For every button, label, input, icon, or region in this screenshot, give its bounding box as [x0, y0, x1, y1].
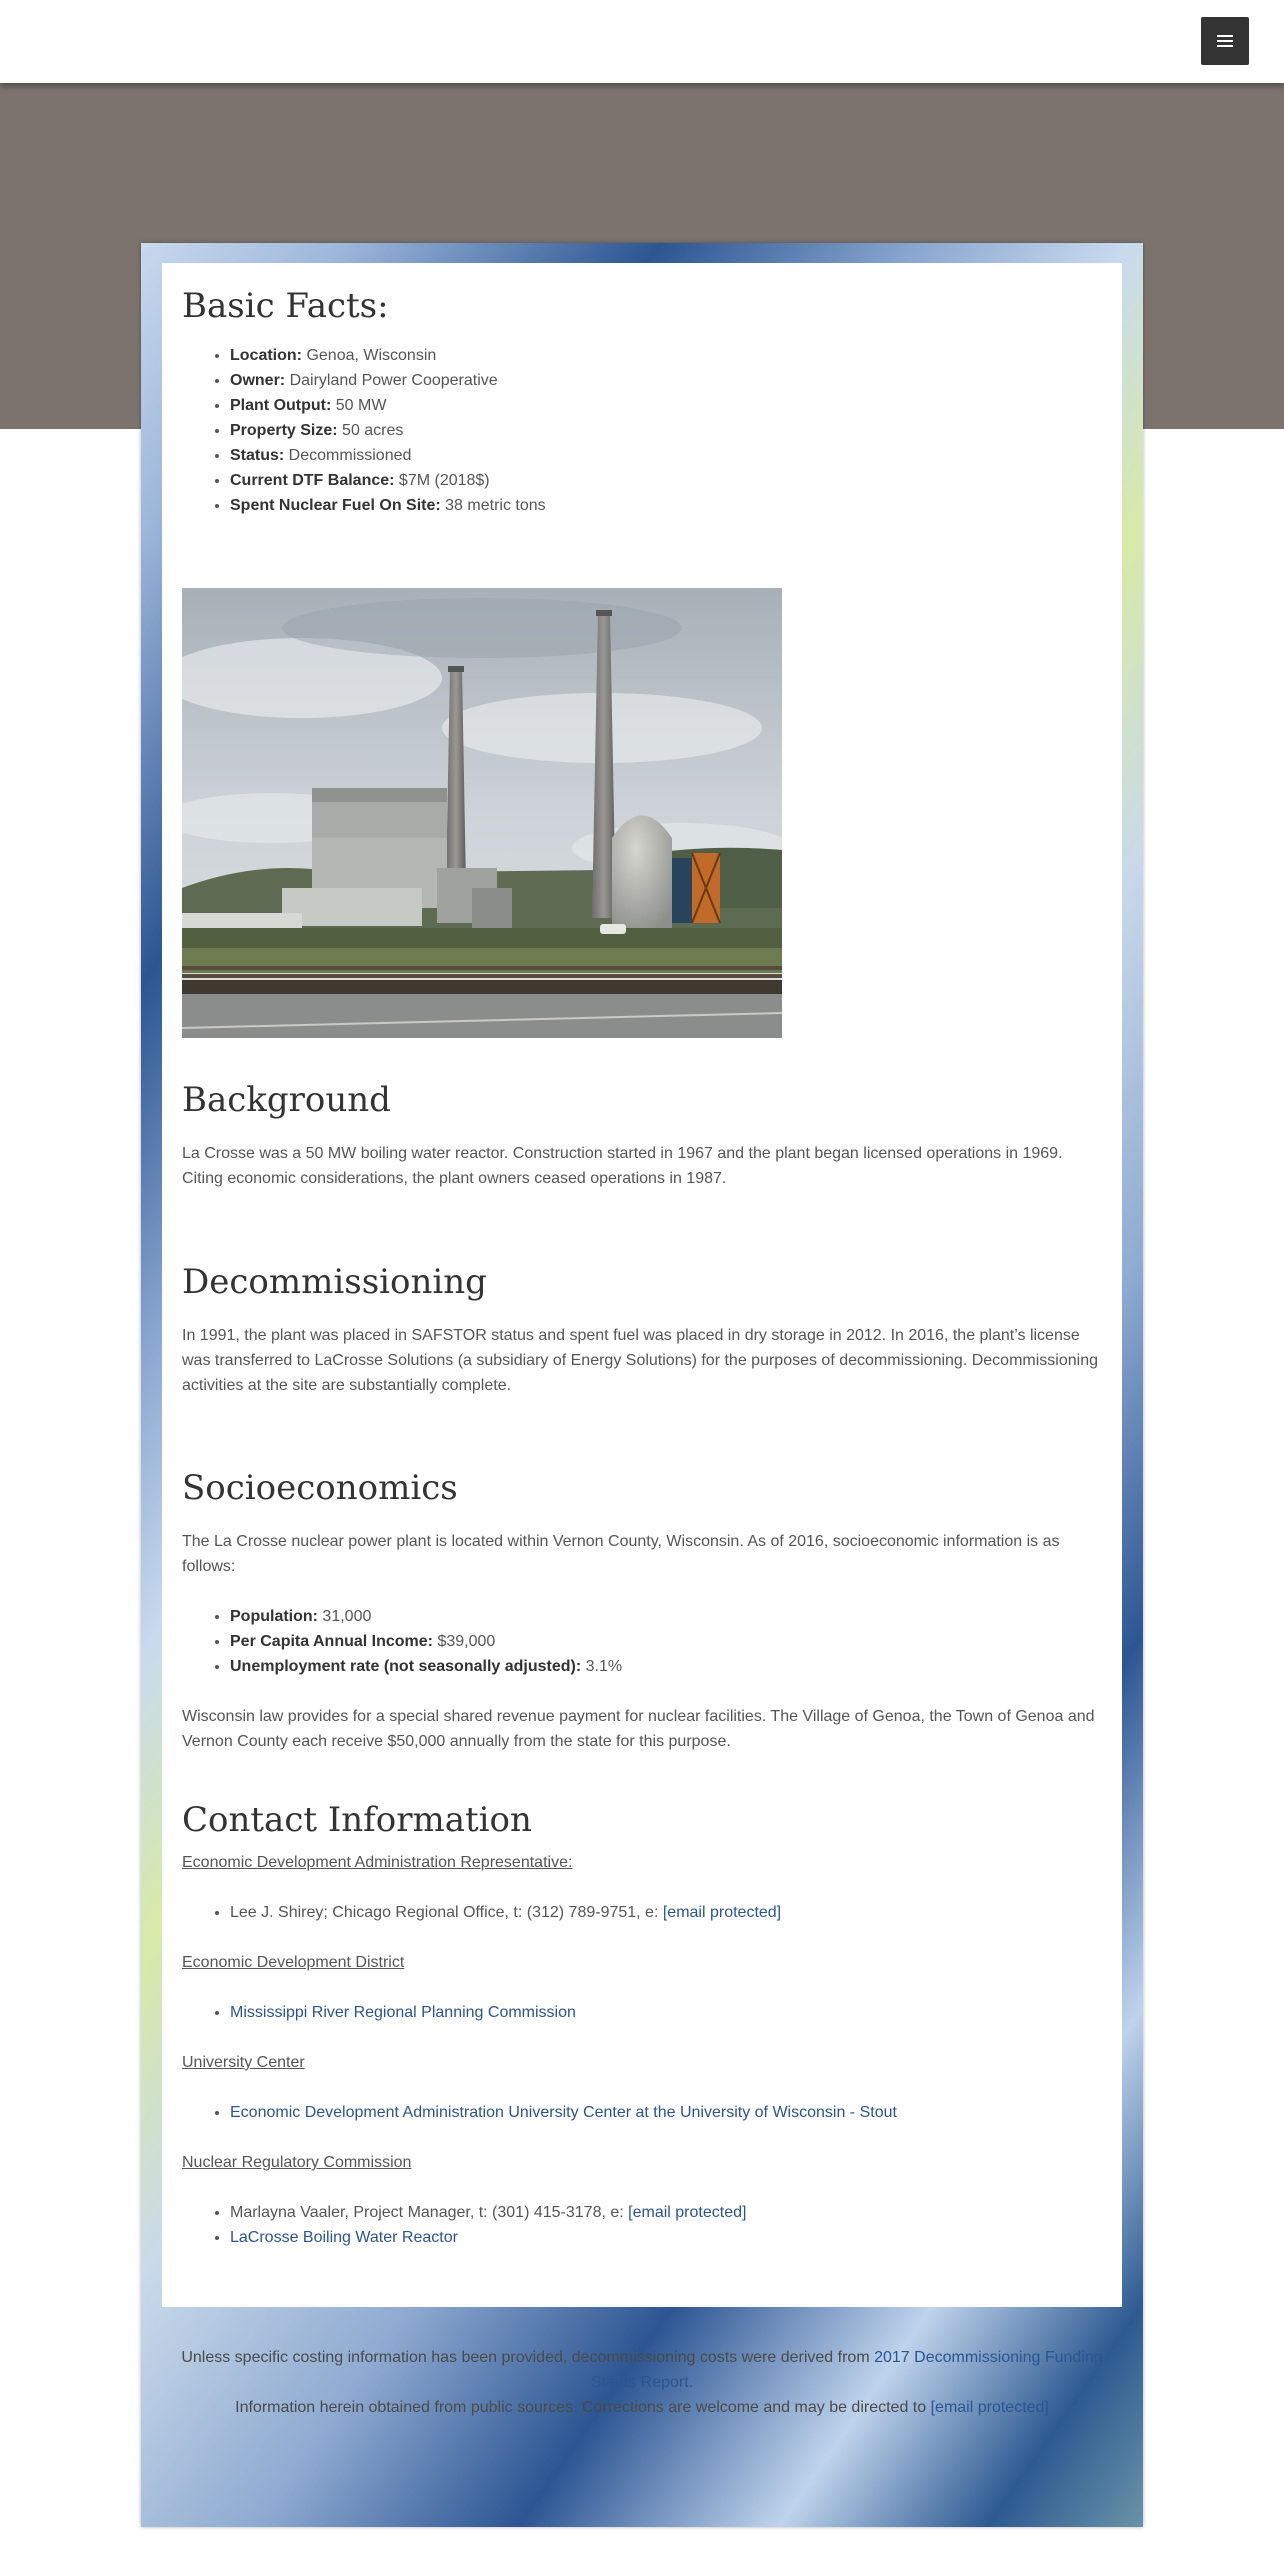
eda-rep-email-link[interactable]: [email protected] [662, 1904, 782, 1921]
list-item: • Per Capita Annual Income: $39,000 [230, 1629, 1102, 1654]
nrc-list [182, 2200, 1102, 2250]
nrc-email-link[interactable]: [email protected] [628, 2204, 747, 2221]
eda-rep-list [182, 1900, 1102, 1925]
background-text: La Crosse was a 50 MW boiling water reactor. Construction started in 1967 and the plant began licensed operations in 1969. Citing economic considerations, the plant owners ceased operations in 1987. [182, 1145, 1063, 1187]
contact-section [182, 1800, 1102, 2250]
footer-line-2: Information herein obtained from public sources. Corrections are welcome and may be directed to [email protected] [235, 2399, 1049, 2416]
footer-line-1: Unless specific costing information has been provided, decommissioning costs were derived from 2017 Decommissioning Funding Status Report. [181, 2349, 1103, 2391]
list-item: • Unemployment rate (not seasonally adjusted): 3.1% [230, 1654, 1102, 1679]
list-item [230, 2225, 1102, 2250]
background-section [182, 1080, 1102, 1191]
socioeconomics-section [182, 1468, 1102, 1754]
basic-facts-heading: Basic Facts: [182, 286, 389, 326]
edd-subheading: Economic Development District [182, 1954, 405, 1971]
list-item: • Property Size: 50 acres [230, 418, 1102, 443]
list-item: • Lee J. Shirey; Chicago Regional Office, t: (312) 789-9751, e: [email protected] [230, 1900, 1102, 1925]
background-heading: Background [182, 1080, 391, 1120]
list-item: • Plant Output: 50 MW [230, 393, 1102, 418]
socioeconomics-note: Wisconsin law provides for a special shared revenue payment for nuclear facilities. The Village of Genoa, the Town of Genoa and Vernon County each receive $50,000 annually from the state for this purpose. [182, 1708, 1095, 1750]
contact-heading: Contact Information [182, 1800, 532, 1840]
list-item: • Current DTF Balance: $7M (2018$) [230, 468, 1102, 493]
list-item: • Population: 31,000 [230, 1604, 1102, 1629]
university-center-link[interactable]: Economic Development Administration University Center at the University of Wisconsin - Stout [230, 2104, 897, 2121]
list-item: • Status: Decommissioned [230, 443, 1102, 468]
list-item: • Location: Genoa, Wisconsin [230, 343, 1102, 368]
nrc-reactor-link[interactable]: LaCrosse Boiling Water Reactor [230, 2229, 458, 2246]
hamburger-menu-button[interactable] [1201, 17, 1249, 65]
eda-rep-subheading: Economic Development Administration Representative: [182, 1854, 573, 1871]
basic-facts-list [182, 343, 1102, 518]
edd-list [182, 2000, 1102, 2025]
list-item: • Spent Nuclear Fuel On Site: 38 metric tons [230, 493, 1102, 518]
list-item: • Owner: Dairyland Power Cooperative [230, 368, 1102, 393]
edd-link[interactable]: Mississippi River Regional Planning Commission [230, 2004, 576, 2021]
university-list [182, 2100, 1102, 2125]
corrections-email-link[interactable]: [email protected] [930, 2399, 1049, 2416]
decommissioning-section [182, 1262, 1102, 1398]
top-bar [0, 0, 1284, 83]
hamburger-menu-icon [1217, 35, 1233, 47]
nrc-subheading: Nuclear Regulatory Commission [182, 2154, 412, 2171]
list-item: • Marlayna Vaaler, Project Manager, t: (301) 415-3178, e: [email protected] [230, 2200, 1102, 2225]
basic-facts-section [182, 286, 1102, 518]
socioeconomics-list [182, 1604, 1102, 1679]
socioeconomics-intro: The La Crosse nuclear power plant is located within Vernon County, Wisconsin. As of 2016, socioeconomic information is as follows: [182, 1533, 1060, 1575]
socioeconomics-heading: Socioeconomics [182, 1468, 458, 1508]
funding-report-link[interactable]: 2017 Decommissioning Funding Status Report. [590, 2349, 1103, 2391]
footer-note [162, 2345, 1122, 2420]
list-item [230, 2100, 1102, 2125]
decommissioning-heading: Decommissioning [182, 1262, 487, 1302]
decommissioning-text: In 1991, the plant was placed in SAFSTOR status and spent fuel was placed in dry storage in 2012. In 2016, the plant’s license was transferred to LaCrosse Solutions (a subsidiary of Energy Solutions) for the purposes of decommissioning. Decommissioning activities at the site are substantially complete. [182, 1327, 1098, 1394]
university-subheading: University Center [182, 2054, 305, 2071]
list-item [230, 2000, 1102, 2025]
power-plant-photo [182, 588, 782, 1038]
